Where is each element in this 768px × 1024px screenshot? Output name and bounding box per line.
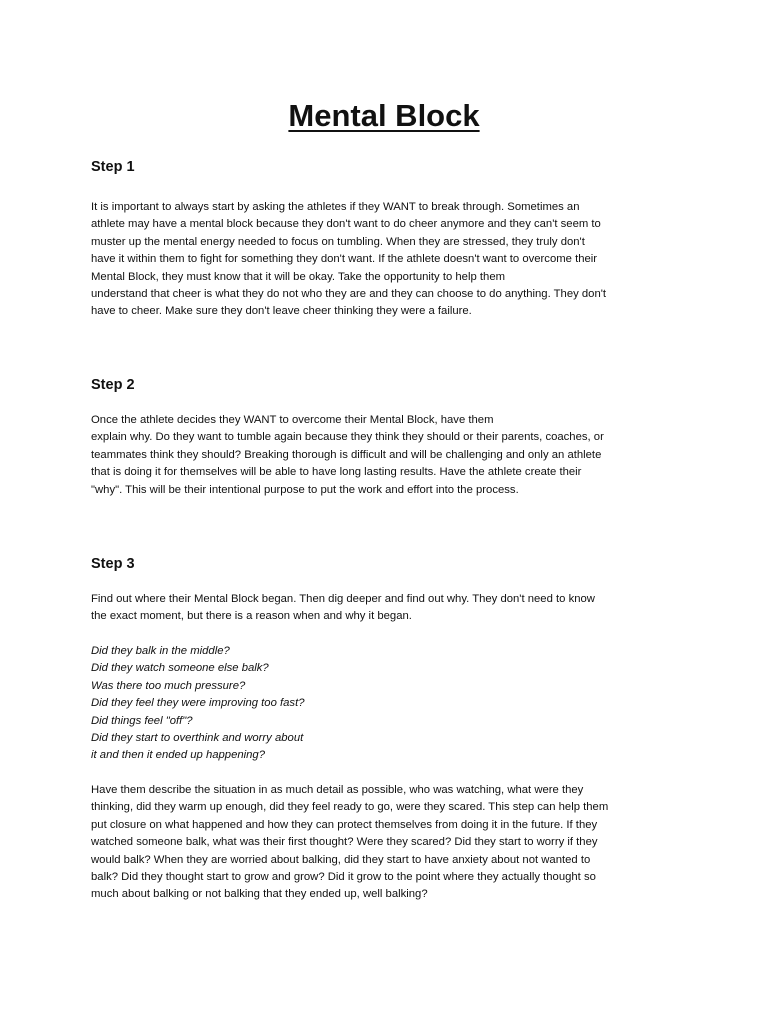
text-line: muster up the mental energy needed to focus on tumbling. When they are stressed, they truly don't (91, 235, 585, 248)
step-3-detail-paragraph (91, 782, 691, 904)
text-line: balk? Did they thought start to grow and grow? Did it grow to the point where they actually thought so (91, 871, 596, 884)
text-line: "why". This will be their intentional purpose to put the work and effort into the process. (91, 483, 519, 496)
question-line: Did they watch someone else balk? (91, 662, 269, 675)
text-line: would balk? When they are worried about balking, did they start to have anxiety about not wanted to (91, 853, 591, 866)
step-2-paragraph (91, 412, 691, 499)
question-line: Did things feel "off"? (91, 714, 193, 727)
text-line: have it within them to fight for something they don't want. If the athlete doesn't want to overcome their (91, 253, 598, 266)
document-title: Mental Block (288, 98, 480, 133)
text-line: Once the athlete decides they WANT to overcome their Mental Block, have them (91, 414, 494, 426)
question-line: Did they balk in the middle? (91, 645, 230, 657)
step-3-question-list (91, 643, 691, 765)
text-line: It is important to always start by asking the athletes if they WANT to break through. Sometimes an (91, 201, 580, 213)
text-line: have to cheer. Make sure they don't leave cheer thinking they were a failure. (91, 305, 472, 318)
question-line: Was there too much pressure? (91, 679, 246, 692)
question-line: Did they start to overthink and worry about (91, 732, 304, 745)
text-line: that is doing it for themselves will be able to have long lasting results. Have the athlete create their (91, 466, 582, 479)
step-1-paragraph (91, 199, 691, 321)
text-line: the exact moment, but there is a reason when and why it began. (91, 610, 412, 623)
text-line: understand that cheer is what they do not who they are and they can choose to do anything. They don't (91, 288, 607, 301)
text-line: Have them describe the situation in as much detail as possible, who was watching, what were they (91, 784, 584, 796)
question-line: Did they feel they were improving too fast? (91, 697, 305, 710)
step-1-heading: Step 1 (91, 159, 135, 175)
question-line: it and then it ended up happening? (91, 749, 265, 762)
text-line: athlete may have a mental block because they don't want to do cheer anymore and they can't seem to (91, 218, 601, 231)
text-line: put closure on what happened and how they can protect themselves from doing it in the future. If they (91, 818, 598, 831)
text-line: explain why. Do they want to tumble again because they think they should or their parents, coaches, or (91, 431, 604, 444)
text-line: Find out where their Mental Block began. Then dig deeper and find out why. They don't need to know (91, 593, 595, 605)
text-line: thinking, did they warm up enough, did they feel ready to go, were they scared. This step can help them (91, 801, 609, 814)
step-2-heading: Step 2 (91, 377, 135, 393)
text-line: watched someone balk, what was their first thought? Were they scared? Did they start to worry if they (91, 836, 598, 849)
step-3-intro-paragraph (91, 591, 691, 626)
text-line: teammates think they should? Breaking thorough is difficult and will be challenging and only an athlete (91, 448, 602, 461)
text-line: much about balking or not balking that they ended up, well balking? (91, 888, 428, 901)
text-line: Mental Block, they must know that it will be okay. Take the opportunity to help them (91, 270, 506, 283)
step-3-heading: Step 3 (91, 556, 135, 572)
